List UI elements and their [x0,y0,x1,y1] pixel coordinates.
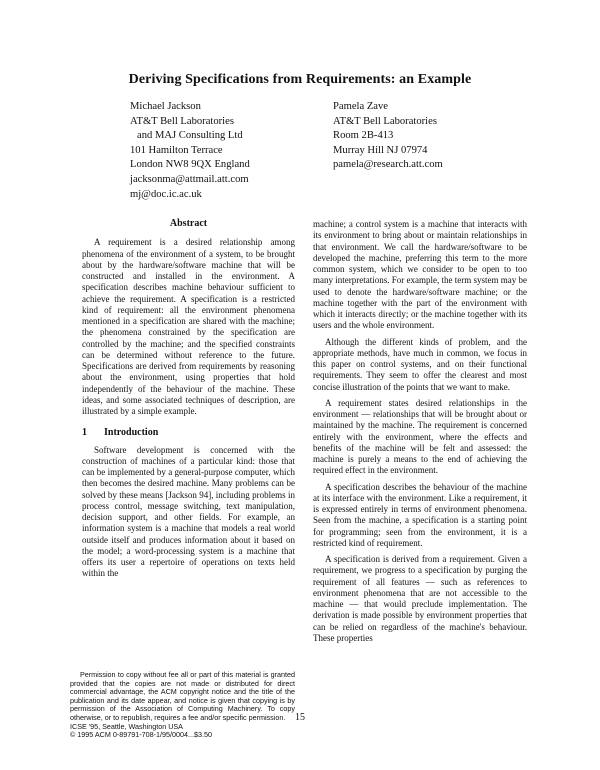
author-address: 101 Hamilton Terrace [130,144,223,156]
copyright-line: © 1995 ACM 0-89791-708-1/95/0004...$3.50 [70,730,212,740]
author-name: Michael Jackson [130,101,201,112]
author-affiliation: AT&T Bell Laboratories [130,115,234,127]
permission-notice [70,671,295,740]
author-address: London NW8 9QX England [130,159,250,171]
left-column [82,218,295,580]
page-number: 15 [295,712,305,723]
section-title: Introduction [104,427,159,439]
abstract-text: A requirement is a desired relationship among phenomena of the environment of a system, to be brought about by the hardware/software machine that will be constructed and installed in the environment. A specification describes machine behaviour sufficient to achieve the requirement. A specification is a restricted kind of requirement: all the environment phenomena mentioned in a specification are shared with the machine; the phenomena constrained by the specification are controlled by the machine; and the specified constraints can be determined without reference to the future. Specifications are derived from requirements by reasoning about the environment, using properties that hold independently of the behaviour of the machine. These ideas, and some associated techniques of description, are illustrated by a simple example. [82,237,295,416]
body-paragraph: machine; a control system is a machine that interacts with its environment to bring about or maintain relationships in that environment. We call the hardware/software to be developed the machine, preferring this term to the more common system, which we consider to be open to too many interpretations. For example, the term system may be used to denote the hardware/software machine; or the machine together with the part of the environment with which it interacts directly; or the machine together with its users and the whole environment. [313,219,527,331]
author-email: jacksonma@attmail.att.com [130,173,249,185]
author-name: Pamela Zave [333,101,389,112]
author-affiliation: and MAJ Consulting Ltd [137,130,243,142]
author-address: Murray Hill NJ 07974 [333,144,428,156]
author-email: pamela@research.att.com [333,159,443,171]
body-paragraph: Although the different kinds of problem, and the appropriate methods, have much in common, we focus in this paper on control systems, and on their functional requirements. They seem to offer the clearest and most concise illustration of the points that we want to make. [313,336,527,392]
section-heading-introduction [82,427,295,438]
paper-title: Deriving Specifications from Requirements: an Example [128,72,472,87]
right-column [313,219,527,644]
permission-text: Permission to copy without fee all or part of this material is granted provided that the copies are not made or distributed for direct commercial advantage, the ACM copyright notice and the title of the publication and its date appear, and notice is given that copying is by permission of the Association of Computing Machinery. To copy otherwise, or to republish, requires a fee and/or specific permission. [70,670,295,722]
author-address: Room 2B-413 [333,130,394,142]
section-number: 1 [82,427,87,439]
author-block-jackson [130,100,250,202]
author-block-zave [333,100,443,173]
author-email: mj@doc.ic.ac.uk [130,188,202,200]
abstract-heading: Abstract [169,218,208,229]
conference-venue: ICSE '95, Seattle, Washington USA [70,721,183,731]
body-paragraph: A specification describes the behaviour of the machine at its interface with the environment. Like a requirement, it is expressed entirely in terms of environment phenomena. Seen from the machine, a specification is a starting point for programming; seen from the environment, it is a restricted kind of requirement. [313,481,527,548]
body-paragraph: A specification is derived from a requirement. Given a requirement, we progress to a specification by purging the requirement of all features — such as references to environment phenomena that are not accessible to the machine — that would preclude implementation. The derivation is made possible by environment properties that can be relied on regardless of the machine's behaviour. These properties [313,554,527,643]
introduction-paragraph: Software development is concerned with the construction of machines of a particular kind: those that can be implemented by a general-purpose computer, which then becomes the desired machine. Many problems can be solved by these means [Jackson 94], including problems in process control, message switching, text manipulation, decision support, and other fields. For example, an information system is a machine that models a real world outside itself and produces information about it based on the model; a word-processing system is a machine that offers its user a repertoire of operations on texts held within the [82,444,295,579]
author-affiliation: AT&T Bell Laboratories [333,115,437,127]
body-paragraph: A requirement states desired relationships in the environment — relationships that will be brought about or maintained by the machine. The requirement is concerned entirely with the environment, where the effects and benefits of the machine will be felt and assessed: the machine is purely a means to the end of achieving the required effect in the environment. [313,397,527,476]
